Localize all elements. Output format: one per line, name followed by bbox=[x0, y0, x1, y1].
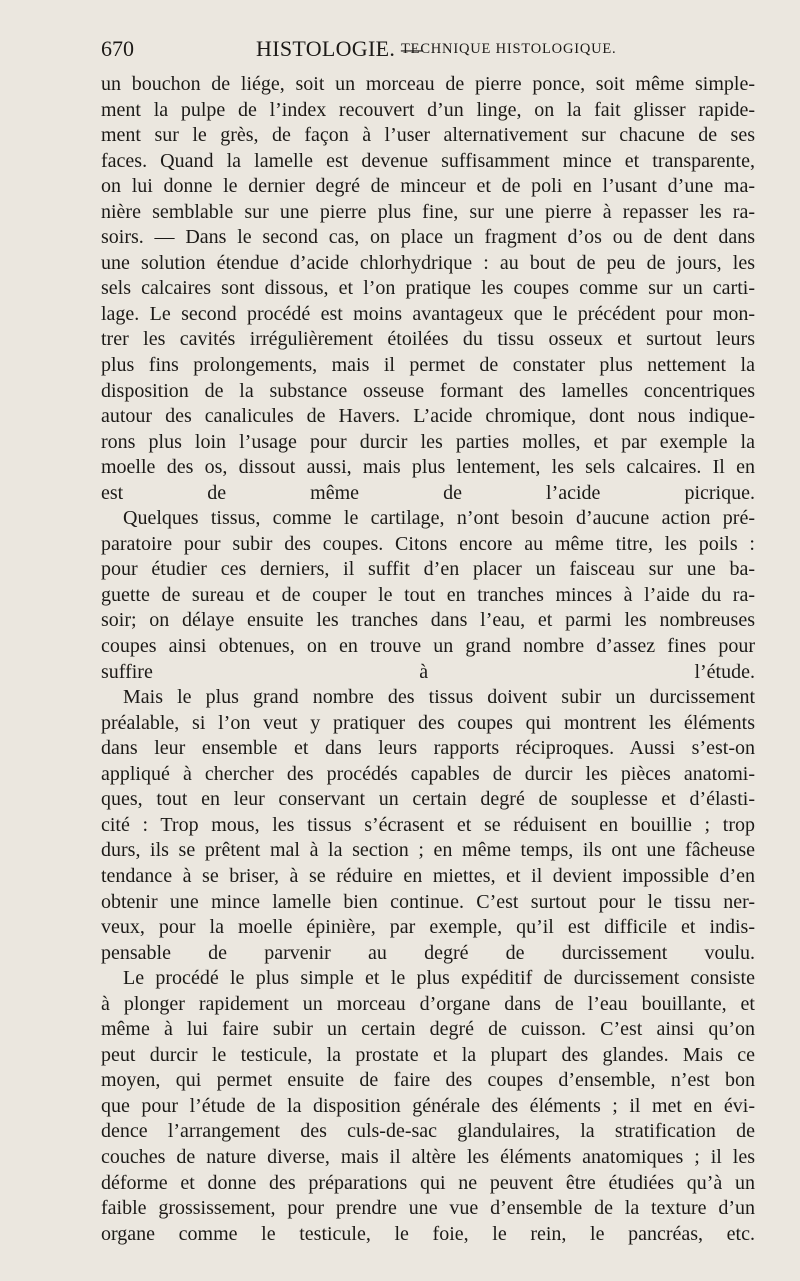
text-line: même à lui faire subir un certain degré de cuisson. C’est ainsi qu’on bbox=[101, 1018, 755, 1041]
text-line: faces. Quand la lamelle est devenue suffisamment mince et transparente, bbox=[101, 149, 755, 172]
text-line: obtenir une mince lamelle bien continue. C’est surtout pour le tissu ner- bbox=[101, 890, 755, 913]
text-line: déforme et donne des préparations qui ne peuvent être étudiées qu’à un bbox=[101, 1171, 755, 1194]
text-line: moelle des os, dissout aussi, mais plus lentement, les sels calcaires. Il en bbox=[101, 456, 755, 479]
text-line: dence l’arrangement des culs-de-sac glandulaires, la stratification de bbox=[101, 1120, 755, 1143]
page-number: 670 bbox=[101, 36, 134, 61]
text-line: organe comme le testicule, le foie, le rein, le pancréas, etc. bbox=[101, 1222, 755, 1245]
text-line: préalable, si l’on veut y pratiquer des coupes qui montrent les éléments bbox=[101, 711, 755, 734]
text-line: couches de nature diverse, mais il altère les éléments anatomiques ; il les bbox=[101, 1145, 755, 1168]
paragraph bbox=[101, 966, 755, 1247]
paragraph bbox=[101, 72, 755, 506]
text-line: Quelques tissus, comme le cartilage, n’ont besoin d’aucune action pré- bbox=[123, 507, 755, 530]
text-line: est de même de l’acide picrique. bbox=[101, 481, 755, 504]
text-line: dans leur ensemble et dans leurs rapports réciproques. Aussi s’est-on bbox=[101, 737, 755, 760]
text-line: trer les cavités irrégulièrement étoilées du tissu osseux et surtout leurs bbox=[101, 328, 755, 351]
text-line: plus fins prolongements, mais il permet de constater plus nettement la bbox=[101, 354, 755, 377]
text-line: soir; on délaye ensuite les tranches dans l’eau, et parmi les nombreuses bbox=[101, 609, 755, 632]
text-line: pensable de parvenir au degré de durcissement voulu. bbox=[101, 941, 755, 964]
body-text bbox=[101, 72, 755, 1247]
text-line: suffire à l’étude. bbox=[101, 660, 755, 683]
text-line: paratoire pour subir des coupes. Citons encore au même titre, les poils : bbox=[101, 532, 755, 555]
running-title: HISTOLOGIE. — bbox=[256, 36, 424, 61]
text-line: on lui donne le dernier degré de minceur et de poli en l’usant d’une ma- bbox=[101, 175, 755, 198]
text-line: que pour l’étude de la disposition générale des éléments ; il met en évi- bbox=[101, 1094, 755, 1117]
text-line: une solution étendue d’acide chlorhydrique : au bout de peu de jours, les bbox=[101, 251, 755, 274]
paragraph bbox=[101, 685, 755, 966]
text-line: peut durcir le testicule, la prostate et la plupart des glandes. Mais ce bbox=[101, 1043, 755, 1066]
text-line: durs, ils se prêtent mal à la section ; en même temps, ils ont une fâcheuse bbox=[101, 839, 755, 862]
text-line: Mais le plus grand nombre des tissus doivent subir un durcissement bbox=[123, 686, 755, 709]
text-line: disposition de la substance osseuse formant des lamelles concentriques bbox=[101, 379, 755, 402]
text-line: Le procédé le plus simple et le plus expéditif de durcissement consiste bbox=[123, 967, 755, 990]
text-line: cité : Trop mous, les tissus s’écrasent et se réduisent en bouillie ; trop bbox=[101, 813, 755, 836]
text-line: veux, pour la moelle épinière, par exemple, qu’il est difficile et indis- bbox=[101, 916, 755, 939]
text-line: moyen, qui permet ensuite de faire des coupes d’ensemble, n’est bon bbox=[101, 1069, 755, 1092]
text-line: lage. Le second procédé est moins avantageux que le précédent pour mon- bbox=[101, 302, 755, 325]
text-line: soirs. — Dans le second cas, on place un fragment d’os ou de dent dans bbox=[101, 226, 755, 249]
text-line: ment sur le grès, de façon à l’user alternativement sur chacune de ses bbox=[101, 124, 755, 147]
text-line: autour des canalicules de Havers. L’acide chromique, dont nous indique- bbox=[101, 405, 755, 428]
text-line: appliqué à chercher des procédés capables de durcir les pièces anatomi- bbox=[101, 762, 755, 785]
text-line: à plonger rapidement un morceau d’organe dans de l’eau bouillante, et bbox=[101, 992, 755, 1015]
running-subtitle: TECHNIQUE HISTOLOGIQUE. bbox=[401, 41, 617, 57]
paragraph bbox=[101, 506, 755, 685]
running-header bbox=[101, 36, 757, 66]
text-line: coupes ainsi obtenues, on en trouve un grand nombre d’assez fines pour bbox=[101, 635, 755, 658]
text-line: rons plus loin l’usage pour durcir les parties molles, et par exemple la bbox=[101, 430, 755, 453]
text-line: sels calcaires sont dissous, et l’on pratique les coupes comme sur un carti- bbox=[101, 277, 755, 300]
text-line: nière semblable sur une pierre plus fine, sur une pierre à repasser les ra- bbox=[101, 200, 755, 223]
text-line: ment la pulpe de l’index recouvert d’un linge, on la fait glisser rapide- bbox=[101, 98, 755, 121]
text-line: ques, tout en leur conservant un certain degré de souplesse et d’élasti- bbox=[101, 788, 755, 811]
text-line: tendance à se briser, à se réduire en miettes, et il devient impossible d’en bbox=[101, 864, 755, 887]
text-line: faible grossissement, pour prendre une vue d’ensemble de la texture d’un bbox=[101, 1197, 755, 1220]
text-line: pour étudier ces derniers, il suffit d’en placer un faisceau sur une ba- bbox=[101, 558, 755, 581]
text-line: un bouchon de liége, soit un morceau de pierre ponce, soit même simple- bbox=[101, 73, 755, 95]
text-line: guette de sureau et de couper le tout en tranches minces à l’aide du ra- bbox=[101, 583, 755, 606]
